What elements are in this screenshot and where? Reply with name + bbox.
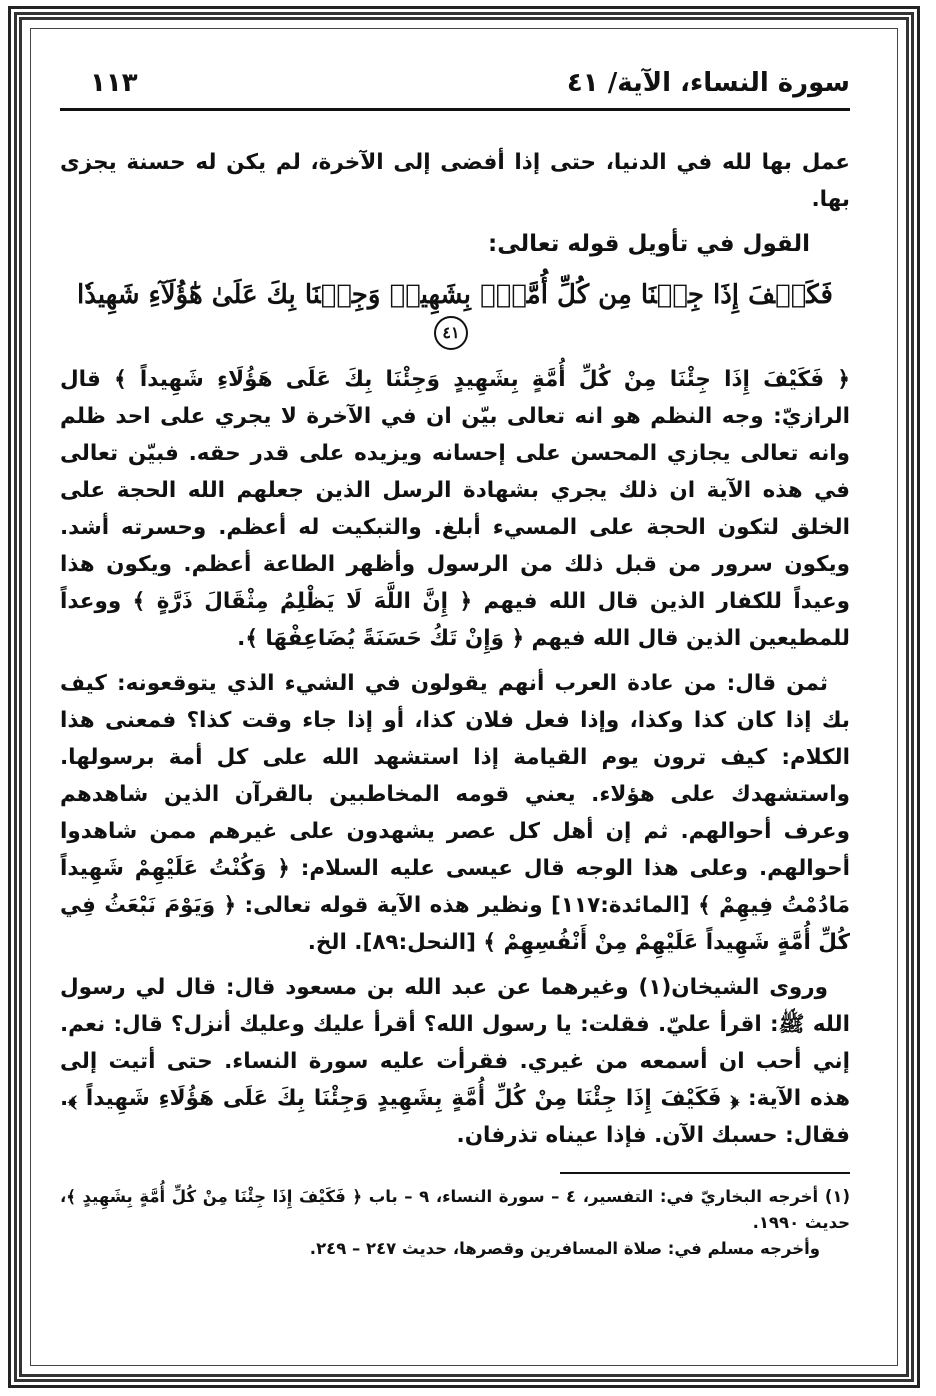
body-text [60,144,850,1262]
paragraph-razi: ﴿ فَكَيْفَ إِذَا جِئْنَا مِنْ كُلِّ أُمَّةٍ بِشَهِيدٍ وَجِئْنَا بِكَ عَلَى هَؤُلَاءِ شَهِيداً ﴾ قال الرازيّ: وجه النظم هو انه تعالى بيّن ان في الآخرة لا يجري على احد ظلم وانه تعالى يجازي المحسن على إحسانه ويزيده على قدر حقه. فبيّن تعالى في هذه الآية ان ذلك يجري بشهادة الرسل الذين جعلهم الله الحجة على الخلق لتكون الحجة على المسيء أبلغ. والتبكيت له أعظم. وحسرته أشد. ويكون سرور من قبل ذلك من الرسول وأظهر الطاعة أعظم. ويكون هذا وعيداً للكفار الذين قال الله فيهم ﴿ إِنَّ اللَّهَ لَا يَظْلِمُ مِثْقَالَ ذَرَّةٍ ﴾ ووعداً للمطيعين الذين قال الله فيهم ﴿ وَإِنْ تَكُ حَسَنَةً يُضَاعِفْهَا ﴾. [60,367,850,651]
verse-text: فَكَيۡفَ إِذَا جِئۡنَا مِن كُلِّ أُمَّةِۭ بِشَهِيدٖ وَجِئۡنَا بِكَ عَلَىٰ هَٰٓؤُلَآءِ شَهِيدٗا [77,280,833,310]
footnote-2: وأخرجه مسلم في: صلاة المسافرين وقصرها، حديث ٢٤٧ – ٢٤٩. [309,1239,820,1258]
paragraph-custom: ثمن قال: من عادة العرب أنهم يقولون في الشيء الذي يتوقعونه: كيف بك إذا كان كذا وكذا، وإذا فعل فلان كذا، أو إذا جاء وقت كذا؟ فمعنى هذا الكلام: كيف ترون يوم القيامة إذا استشهد الله على كل أمة برسولها. واستشهدك على هؤلاء. يعني قومه المخاطبين بالقرآن الذين شاهدهم وعرف أحوالهم. ثم إن أهل كل عصر يشهدون على غيرهم ممن شاهدوا أحوالهم. وعلى هذا الوجه قال عيسى عليه السلام: ﴿ وَكُنْتُ عَلَيْهِمْ شَهِيداً مَادُمْتُ فِيهِمْ ﴾ [المائدة:١١٧] ونظير هذه الآية قوله تعالى: ﴿ وَيَوْمَ نَبْعَثُ فِي كُلِّ أُمَّةٍ شَهِيداً عَلَيْهِمْ مِنْ أَنْفُسِهِمْ ﴾ [النحل:٨٩]. الخ. [60,671,850,955]
footnotes [60,1184,850,1262]
running-title: سورة النساء، الآية/ ٤١ [566,68,850,98]
verse-number-badge: ٤١ [434,316,468,350]
footnote-1: (١) أخرجه البخاريّ في: التفسير، ٤ – سورة النساء، ٩ – باب ﴿ فَكَيْفَ إِذَا جِئْنَا مِنْ كُلِّ أُمَّةٍ بِشَهِيدٍ ﴾، حديث ١٩٩٠. [60,1187,850,1232]
book-page [60,60,850,1350]
section-heading: القول في تأويل قوله تعالى: [488,231,810,257]
paragraph-hadith: وروى الشيخان(١) وغيرهما عن عبد الله بن مسعود قال: قال لي رسول الله ﷺ: اقرأ عليّ. فقلت: يا رسول الله؟ أقرأ عليك وعليك أنزل؟ قال: نعم. إني أحب ان أسمعه من غيري. فقرأت عليه سورة النساء. حتى أتيت إلى هذه الآية: ﴿ فَكَيْفَ إِذَا جِئْنَا مِنْ كُلِّ أُمَّةٍ بِشَهِيدٍ وَجِئْنَا بِكَ عَلَى هَؤُلَاءِ شَهِيداً ﴾. فقال: حسبك الآن. فإذا عيناه تذرفان. [60,975,850,1148]
page-header [60,68,850,111]
footnote-divider [560,1172,850,1174]
page-number: ١١٣ [90,68,138,98]
intro-line: عمل بها لله في الدنيا، حتى إذا أفضى إلى الآخرة، لم يكن له حسنة يجزى بها. [60,150,850,212]
quran-verse [60,277,850,351]
